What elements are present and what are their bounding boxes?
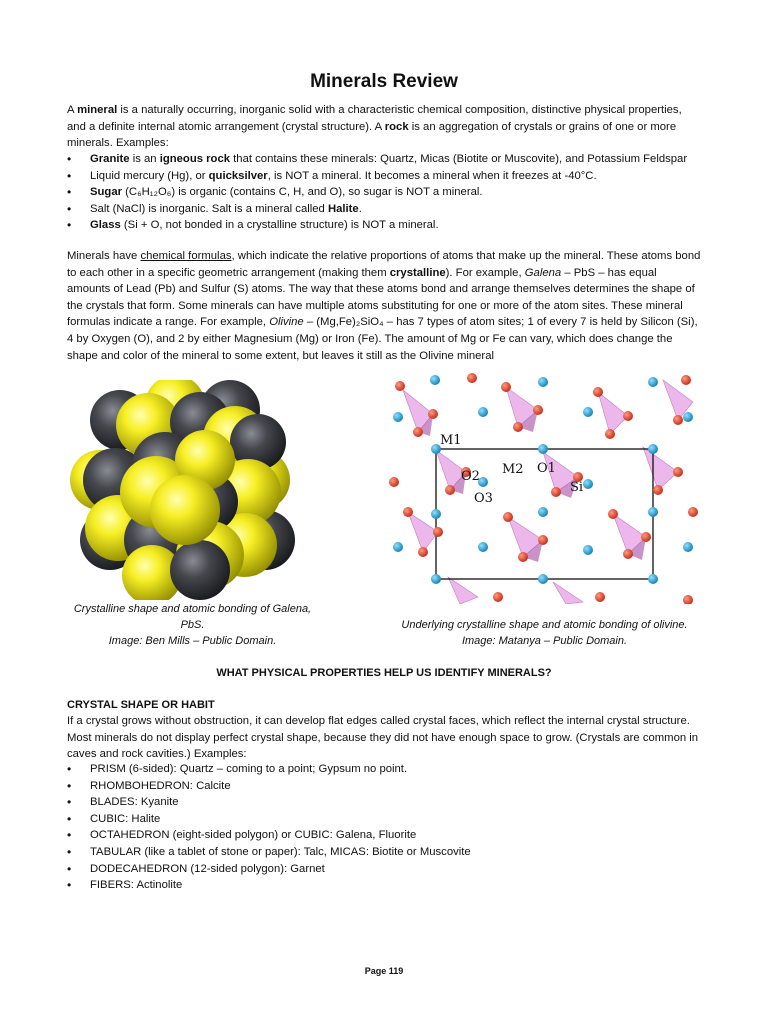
- item-text: , is NOT a mineral. It becomes a mineral when it freezes at -40°C.: [267, 169, 597, 182]
- list-item: [67, 201, 701, 218]
- caption-credit: Image: Ben Mills – Public Domain.: [108, 635, 277, 647]
- paragraph-text: , which indicate the relative proportions of atoms that make up the mineral. These atoms bond to each other in a specific geometric arrangement (making them: [67, 250, 701, 279]
- crystal-habit-heading: CRYSTAL SHAPE OR HABIT: [67, 699, 215, 711]
- mineral-term: mineral: [77, 104, 118, 116]
- intro-text: is a naturally occurring, inorganic solid with a characteristic chemical composition, distinctive physical properties, and a definite internal atomic arrangement (crystal structure). A: [67, 104, 682, 133]
- list-item: • CUBIC: Halite: [67, 811, 701, 828]
- section-heading: WHAT PHYSICAL PROPERTIES HELP US IDENTIFY MINERALS?: [216, 667, 552, 679]
- olivine-term: Olivine: [269, 316, 304, 329]
- list-item: • OCTAHEDRON (eight-sided polygon) or CUBIC: Galena, Fluorite: [67, 827, 701, 844]
- item-text: that contains these minerals: Quartz, Micas (Biotite or Muscovite), and Potassium Feldspar: [230, 153, 688, 165]
- paragraph-text: ). For example,: [445, 266, 525, 279]
- item-text: is an: [129, 153, 160, 165]
- olivine-structure-figure: [388, 372, 701, 604]
- list-item: • FIBERS: Actinolite: [67, 877, 701, 894]
- sugar-formula: (C₆H₁₂O₆): [122, 186, 176, 199]
- label-o2: O2: [461, 469, 480, 484]
- list-item: • TABULAR (like a tablet of stone or paper): Talc, MICAS: Biotite or Muscovite: [67, 844, 701, 861]
- sugar-term: Sugar: [90, 186, 123, 199]
- label-si: Si: [570, 480, 584, 495]
- item-text: Salt (NaCl) is inorganic. Salt is a mineral called: [90, 202, 328, 215]
- intro-text: A: [67, 104, 78, 116]
- item-text: .: [358, 202, 362, 215]
- paragraph-text: – (Mg,Fe)₂SiO₄ – has 7 types of atom sites; 1 of every 7 is held by Silicon (Si), 4 by Oxygen (O), and 2 by either Magnesium (Mg) or Iron (Fe). The amount of Mg or Fe can vary, which does change the shape and color of the mineral to some extent, but leaves it still as the Olivine mineral: [67, 316, 698, 362]
- crystalline-term: crystalline: [389, 266, 446, 279]
- list-item: • DODECAHEDRON (12-sided polygon): Garnet: [67, 861, 701, 878]
- label-o3: O3: [474, 491, 493, 506]
- item-text: is organic (contains C, H, and O), so sugar is NOT a mineral.: [175, 186, 483, 199]
- olivine-caption: [388, 617, 701, 649]
- intro-text: is an aggregation of crystals or grains of one or more minerals. Examples:: [67, 120, 677, 150]
- rock-term: rock: [384, 120, 409, 133]
- label-m2: M2: [502, 462, 524, 477]
- intro-paragraph: [67, 102, 701, 152]
- galena-crystal-figure: [70, 380, 300, 600]
- paragraph-text: – PbS – has equal amounts of Lead (Pb) and Sulfur (S) atoms. The way that these atoms bond and arrange themselves determines the shape of the crystals that form. Some minerals can have multiple atoms substituting for one or more of the atom sites. These mineral formulas indicate a range. For example,: [67, 266, 695, 329]
- list-item: • BLADES: Kyanite: [67, 794, 701, 811]
- galena-crystal-image: [70, 380, 300, 600]
- list-item: [67, 184, 701, 201]
- galena-term: Galena: [524, 266, 562, 279]
- caption-line: Crystalline shape and atomic bonding of Galena, PbS.: [73, 603, 312, 631]
- page-number: Page 119: [364, 966, 404, 976]
- label-o1: O1: [537, 461, 556, 476]
- examples-list: [67, 151, 701, 234]
- page-title: Minerals Review: [310, 71, 458, 92]
- galena-caption: [70, 601, 315, 649]
- list-item: [67, 168, 701, 185]
- label-m1: M1: [440, 433, 462, 448]
- granite-term: Granite: [90, 153, 130, 165]
- list-item: • PRISM (6-sided): Quartz – coming to a point; Gypsum no point.: [67, 761, 701, 778]
- chemical-formulas-term: chemical formulas: [140, 250, 232, 262]
- olivine-structure-image: [388, 372, 701, 604]
- habit-paragraph: If a crystal grows without obstruction, it can develop flat edges called crystal faces, which reflect the internal crystal structure. Most minerals do not display perfect crystal shape, because they did not have enough space to grow. (Crystals are common in caves and rock cavities.) Examples:: [67, 715, 699, 761]
- formulas-paragraph: [67, 248, 701, 364]
- habit-list: [67, 761, 701, 894]
- caption-credit: Image: Matanya – Public Domain.: [461, 635, 628, 647]
- paragraph-text: Minerals have: [67, 250, 141, 262]
- list-item: • RHOMBOHEDRON: Calcite: [67, 778, 701, 795]
- list-item: [67, 151, 701, 168]
- quicksilver-term: quicksilver: [208, 169, 268, 182]
- caption-line: Underlying crystalline shape and atomic bonding of olivine.: [401, 619, 688, 631]
- list-item: [67, 217, 701, 234]
- item-text: (Si + O, not bonded in a crystalline structure) is NOT a mineral.: [120, 219, 439, 232]
- item-text: Liquid mercury (Hg), or: [90, 169, 209, 182]
- halite-term: Halite: [327, 202, 359, 215]
- igneous-rock-term: igneous rock: [159, 153, 231, 165]
- glass-term: Glass: [90, 219, 121, 232]
